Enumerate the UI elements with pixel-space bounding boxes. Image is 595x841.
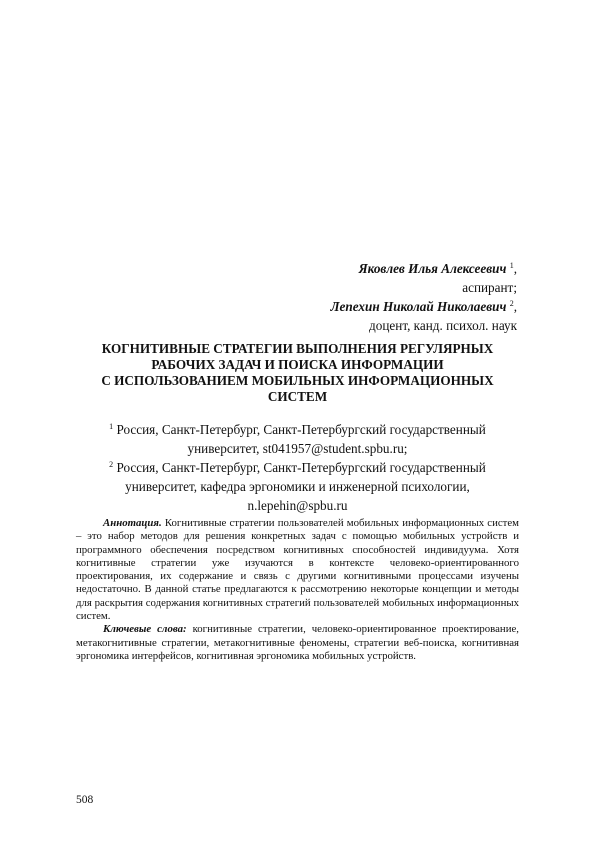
- affiliation-2-email: n.lepehin@spbu.ru: [247, 498, 348, 513]
- abstract-label: Аннотация.: [103, 517, 162, 529]
- authors-block: [331, 259, 518, 335]
- affiliation-1-line: [60, 420, 535, 439]
- title-line: СИСТЕМ: [267, 389, 328, 404]
- title-line: КОГНИТИВНЫЕ СТРАТЕГИИ ВЫПОЛНЕНИЯ РЕГУЛЯРНЫХ: [101, 341, 494, 356]
- affiliation-1-line: университет, st041957@student.spbu.ru;: [187, 441, 408, 456]
- affiliation-2-line: [60, 458, 535, 477]
- author-1-position: аспирант;: [462, 280, 517, 295]
- author-1-name: Яковлев Илья Алексеевич: [358, 261, 507, 276]
- author-1-ref: 1: [509, 261, 514, 270]
- abstract-paragraph: [76, 517, 519, 623]
- author-2-comma: ,: [513, 299, 517, 314]
- abstract-text: Когнитивные стратегии пользователей мобильных информационных систем – это набор методов для решения конкретных задач с помощью мобильных устройств и программного обеспечения посредством когнитивных способностей индивидуума. Хотя когнитивные стратегии уже изучаются в контексте человеко-ориентированного проектирования, их содержание и связь с другими когнитивными процессами изучены недостаточно. В данной статье предлагаются к рассмотрению некоторые концепции и методы для раскрытия содержания когнитивных стратегий пользователей мобильных информационных систем.: [76, 517, 519, 623]
- author-1-line: [331, 259, 518, 278]
- title-line: С ИСПОЛЬЗОВАНИЕМ МОБИЛЬНЫХ ИНФОРМАЦИОННЫХ: [101, 373, 494, 388]
- affiliation-2-text: Россия, Санкт-Петербург, Санкт-Петербургский государственный: [116, 460, 486, 475]
- author-1-comma: ,: [513, 261, 517, 276]
- author-2-ref: 2: [509, 299, 514, 308]
- author-2-position: доцент, канд. психол. наук: [369, 318, 517, 333]
- affiliation-1-ref: 1: [109, 422, 114, 431]
- keywords-text: когнитивные стратегии, человеко-ориентированное проектирование, метакогнитивные стратегии, метакогнитивные феномены, стратегии веб-поиска, когнитивная эргономика интерфейсов, когнитивная эргономика мобильных устройств.: [76, 623, 519, 662]
- page-number: 508: [76, 794, 94, 806]
- author-2-name: Лепехин Николай Николаевич: [330, 299, 507, 314]
- keywords-label: Ключевые слова:: [103, 623, 187, 636]
- affiliation-1-text: Россия, Санкт-Петербург, Санкт-Петербургский государственный: [116, 422, 486, 437]
- affiliations-block: [60, 420, 535, 515]
- affiliation-2-ref: 2: [109, 460, 114, 469]
- abstract-block: [76, 517, 519, 663]
- paper-title: [60, 341, 535, 405]
- affiliation-2-line: университет, кафедра эргономики и инженерной психологии,: [125, 479, 470, 494]
- keywords-paragraph: [76, 623, 519, 663]
- author-2-line: [331, 297, 518, 316]
- title-line: РАБОЧИХ ЗАДАЧ И ПОИСКА ИНФОРМАЦИИ: [151, 357, 444, 372]
